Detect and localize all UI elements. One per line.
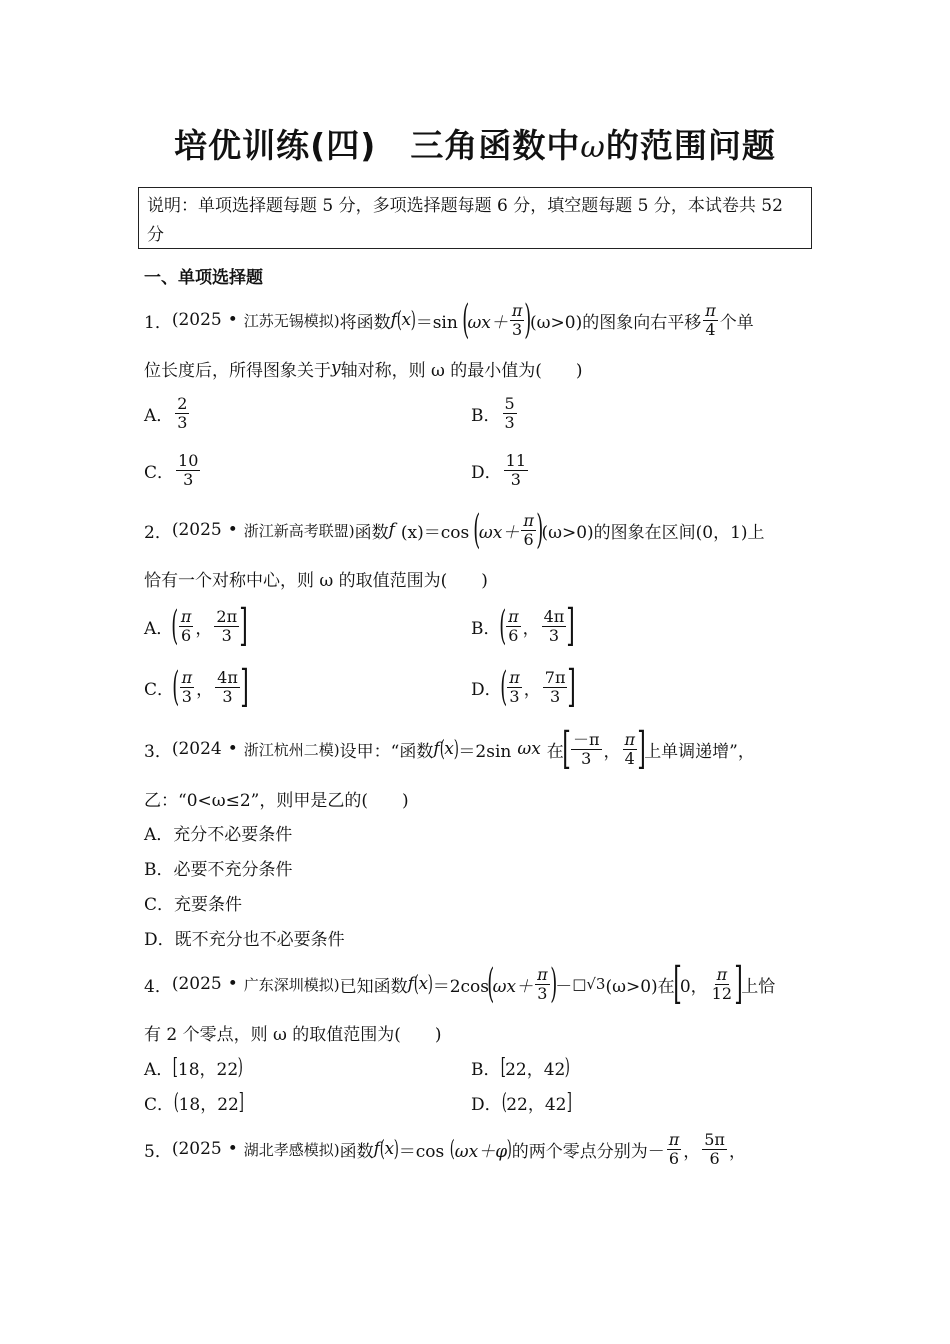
question-1: 1． (2025 • 江苏无锡模拟) 将函数 f ( x ) ＝sin ( ωx＋ $\frac{\pi}{3}$ ) (ω>0)的图象向右平移 $\frac{\pi}{4}$ 个单 bbox=[144, 297, 754, 343]
question-2-line2: 恰有一个对称中心，则 ω 的取值范围为( ) bbox=[144, 570, 488, 591]
question-5: 5． (2025 • 湖北孝感模拟) 函数 f ( x ) ＝cos ( ωx＋φ ) 的两个零点分别为－ $\frac{\pi}{6}$ ， $\frac{5\pi}{6}$ ， bbox=[144, 1129, 746, 1168]
q1-option-b[interactable]: B． $\frac{5}{3}$ bbox=[471, 393, 515, 432]
q2-option-c[interactable]: C． ( $\frac{\pi}{3}$ ， $\frac{4\pi}{3}$ ] bbox=[144, 661, 249, 712]
question-4-line2: 有 2 个零点，则 ω 的取值范围为( ) bbox=[144, 1024, 442, 1045]
page-title: 培优训练(四) 三角函数中ω的范围问题 bbox=[174, 126, 776, 165]
q2-option-d[interactable]: D． ( $\frac{\pi}{3}$ ， $\frac{7\pi}{3}$ ] bbox=[471, 661, 577, 712]
q4-option-b[interactable]: B． [ 22，42 ) bbox=[471, 1054, 571, 1080]
q4-option-d[interactable]: D． ( 22，42 ] bbox=[471, 1089, 572, 1115]
q3-option-a[interactable]: A．充分不必要条件 bbox=[144, 824, 293, 845]
q2-option-a[interactable]: A． ( $\frac{\pi}{6}$ ， $\frac{2\pi}{3}$ ] bbox=[144, 600, 248, 651]
note-box bbox=[138, 187, 812, 249]
q1-option-a[interactable]: A． $\frac{2}{3}$ bbox=[144, 393, 188, 432]
q4-option-c[interactable]: C． ( 18，22 ] bbox=[144, 1089, 244, 1115]
q4-option-a[interactable]: A． [ 18，22 ) bbox=[144, 1054, 244, 1080]
question-2: 2． (2025 • 浙江新高考联盟) 函数 f (x)＝cos ( ωx＋ $\frac{\pi}{6}$ ) (ω>0)的图象在区间(0，1)上 bbox=[144, 507, 765, 553]
question-1-line2: 位长度后，所得图象关于 y 轴对称，则 ω 的最小值为( ) bbox=[144, 358, 583, 381]
q3-option-d[interactable]: D．既不充分也不必要条件 bbox=[144, 929, 345, 950]
fraction: $\frac{\pi}{4}$ bbox=[705, 300, 716, 339]
omega-symbol: ω bbox=[580, 130, 606, 165]
note-text: 说明：单项选择题每题 5 分，多项选择题每题 6 分，填空题每题 5 分，本试卷共 52 分 bbox=[147, 196, 783, 245]
q1-option-d[interactable]: D． $\frac{11}{3}$ bbox=[471, 450, 526, 489]
q2-option-b[interactable]: B． ( $\frac{\pi}{6}$ ， $\frac{4\pi}{3}$ ] bbox=[471, 600, 576, 651]
q1-option-c[interactable]: C． $\frac{10}{3}$ bbox=[144, 450, 199, 489]
question-4: 4． (2025 • 广东深圳模拟) 已知函数 f ( x ) ＝2cos ( ωx＋ $\frac{\pi}{3}$ ) － □√3 (ω>0)在 [ 0， $\frac{\pi}{12}$ ] 上恰 bbox=[144, 958, 776, 1009]
question-3: 3． (2024 • 浙江杭州二模) 设甲：“函数 f ( x ) ＝2sin ωx 在 [ $\frac{-\pi}{3}$ ， $\frac{\pi}{4}$ ] 上单调递增”， bbox=[144, 723, 755, 774]
fraction: $\frac{\pi}{3}$ bbox=[511, 300, 523, 339]
q3-option-c[interactable]: C．充要条件 bbox=[144, 894, 243, 915]
question-3-line2: 乙：“0<ω≤2”，则甲是乙的( ) bbox=[144, 790, 409, 811]
q3-option-b[interactable]: B．必要不充分条件 bbox=[144, 859, 293, 880]
section-heading: 一、单项选择题 bbox=[144, 268, 263, 288]
